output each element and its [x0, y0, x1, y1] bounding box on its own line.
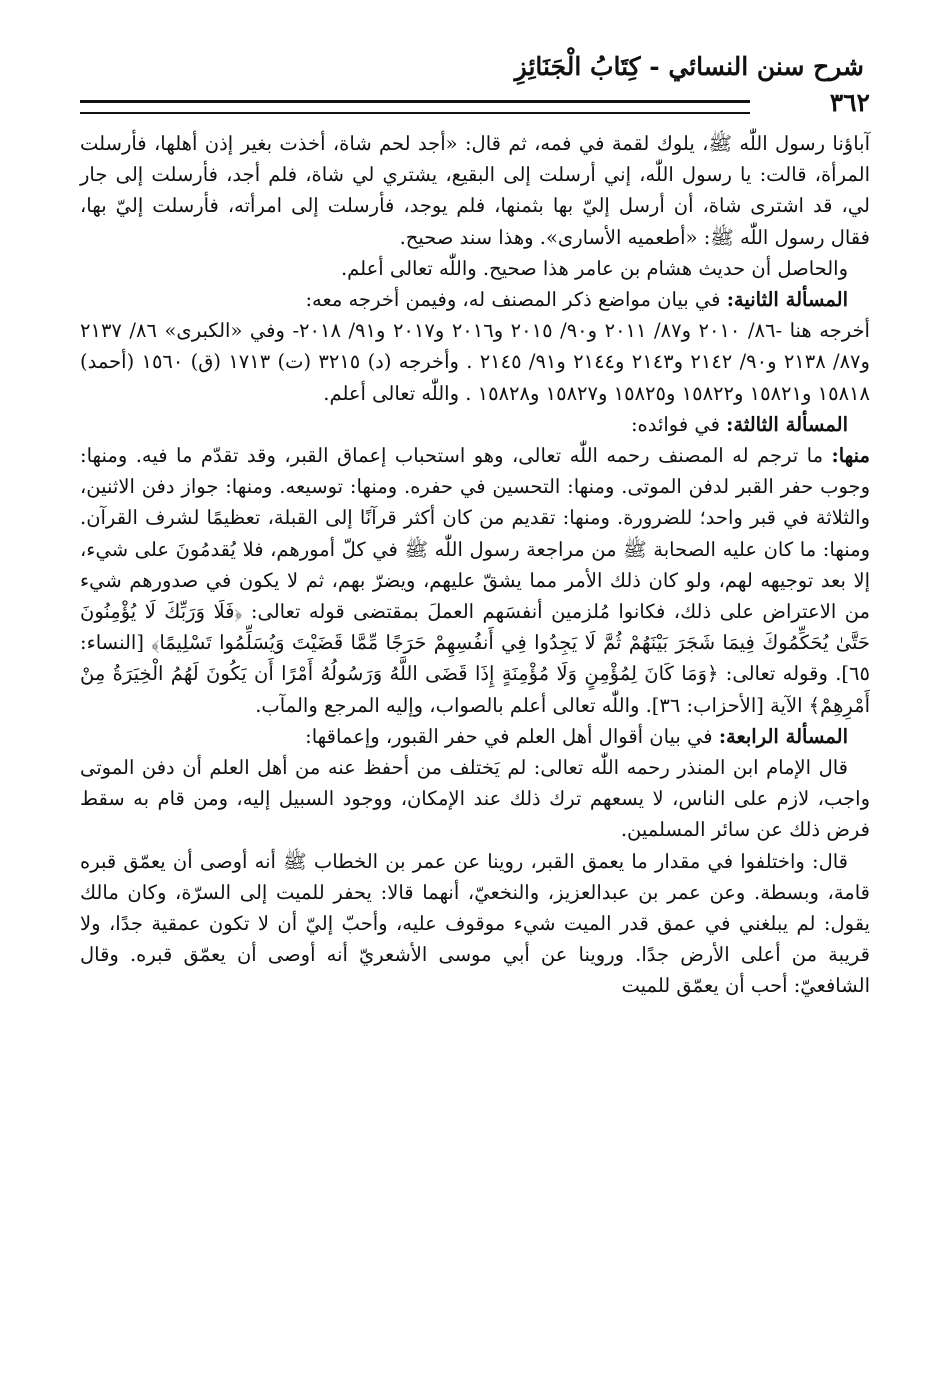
- section-text: في فوائده:: [630, 412, 727, 436]
- paragraph-conclusion: [80, 253, 870, 284]
- section-text: في بيان مواضع ذكر المصنف له، وفيمن أخرجه معه:: [305, 288, 727, 312]
- paragraph-text: آباؤنا رسول اللّٰه ﷺ، يلوك لقمة في فمه، ثم قال: «أجد لحم شاة، أخذت بغير إذن أهلها، فأرسلت المرأة، قالت: يا رسول اللّٰه، إني أرسلت إلى البقيع، يشتري لي شاة، فلم أجد، فأرسلت إلى جار لي، قد اشترى شاة، أن أرسل إليّ بها بثمنها، فلم يوجد، فأرسلت إلى امرأته، فأرسلت إليّ بها، فقال رسول اللّٰه ﷺ: «أطعميه الأسارى». وهذا سند صحيح.: [80, 132, 870, 249]
- page-header: [80, 48, 870, 92]
- paragraph-depth-opinions: [80, 846, 870, 1002]
- section-second-issue: [80, 284, 870, 315]
- paragraph-text: ما ترجم له المصنف رحمه اللّٰه تعالى، وهو استحباب إعماق القبر، وقد تقدّم ما فيه. ومنها: وجوب حفر القبر لدفن الموتى. ومنها: التحسين في حفره. ومنها: توسيعه. ومنها: جواز دفن الاثنين، والثلاثة في قبر واحد؛ للضرورة. ومنها: تقديم من كان أكثر قرآنًا إلى القبلة، تعظيمًا لشرف القرآن. ومنها: ما كان عليه الصحابة ﷺ من مراجعة رسول اللّٰه ﷺ في كلّ أمورهم، فلا يُقدمُونَ على شيء، إلا بعد توجيهه لهم، ولو كان ذلك الأمر مما يشقّ عليهم، ويضرّ بهم، ثم لا يكون في صدورهم شيء من الاعتراض على ذلك، فكانوا مُلزمين أنفسَهم العملَ بمقتضى قوله تعالى: ﴿فَلَا وَرَبِّكَ لَا يُؤْمِنُونَ حَتَّىٰ يُحَكِّمُوكَ فِيمَا شَجَرَ بَيْنَهُمْ ثُمَّ لَا يَجِدُوا فِي أَنفُسِهِمْ حَرَجًا مِّمَّا قَضَيْتَ وَيُسَلِّمُوا تَسْلِيمًا﴾ [النساء: ٦٥]. وقوله تعالى: ﴿وَمَا كَانَ لِمُؤْمِنٍ وَلَا مُؤْمِنَةٍ إِذَا قَضَى اللَّهُ وَرَسُولُهُ أَمْرًا أَن يَكُونَ لَهُمُ الْخِيَرَةُ مِنْ أَمْرِهِمْ﴾ الآية [الأحزاب: ٣٦]. واللّٰه تعالى أعلم بالصواب، وإليه المرجع والمآب.: [80, 444, 870, 717]
- paragraph-text: والحاصل أن حديث هشام بن عامر هذا صحيح. واللّٰه تعالى أعلم.: [340, 256, 848, 280]
- section-text: في بيان أقوال أهل العلم في حفر القبور، وإعماقها:: [305, 724, 719, 748]
- paragraph-text: قال الإمام ابن المنذر رحمه اللّٰه تعالى: لم يَختلف من أحفظ عنه من أهل العلم أن دفن الموتى واجب، لازم على الناس، لا يسعهم ترك ذلك عند الإمكان، ووجود السبيل إليه، ومن قام به سقط فرض ذلك عن سائر المسلمين.: [80, 756, 870, 842]
- section-heading: المسألة الثالثة:: [726, 412, 848, 436]
- running-title: شرح سنن النسائي - كِتَابُ الْجَنَائِزِ: [514, 52, 864, 81]
- paragraph-text: أخرجه هنا -٨٦/ ٢٠١٠ و٨٧/ ٢٠١١ و٩٠/ ٢٠١٥ و٢٠١٦ و٢٠١٧ و٩١/ ٢٠١٨- وفي «الكبرى» ٨٦/ ٢١٣٧ و٨٧/ ٢١٣٨ و٩٠/ ٢١٤٢ و٢١٤٣ و٢١٤٤ و٩١/ ٢١٤٥ . وأخرجه (د) ٣٢١٥ (ت) ١٧١٣ (ق) ١٥٦٠ (أحمد) ١٥٨١٨ و١٥٨٢١ و١٥٨٢٢ و١٥٨٢٥ و١٥٨٢٧ و١٥٨٢٨ . واللّٰه تعالى أعلم.: [80, 319, 870, 405]
- paragraph-text: قال: واختلفوا في مقدار ما يعمق القبر، روينا عن عمر بن الخطاب ﷺ أنه أوصى أن يعمّق قبره قامة، وبسطة. وعن عمر بن عبدالعزيز، والنخعيّ، أنهما قالا: يحفر للميت إلى السرّة، وكان مالك يقول: لم يبلغني في عمق قدر الميت شيء موقوف عليه، وأحبّ إليّ أن لا تكون عمقية جدًا، ولا قريبة من أعلى الأرض جدًا. وروينا عن أبي موسى الأشعريّ أنه أوصى أن يعمّق قبره. وقال الشافعيّ: أحب أن يعمّق للميت: [80, 849, 870, 998]
- section-heading: المسألة الثانية:: [726, 288, 848, 312]
- paragraph-ibn-mundhir: [80, 752, 870, 846]
- header-rule-top: [80, 100, 750, 103]
- benefits-heading: منها:: [831, 444, 870, 468]
- header-rule-area: [80, 88, 870, 124]
- section-fourth-issue: [80, 721, 870, 752]
- section-heading: المسألة الرابعة:: [718, 724, 848, 748]
- section-third-issue: [80, 409, 870, 440]
- paragraph-references: [80, 315, 870, 409]
- paragraph-benefits: [80, 440, 870, 721]
- header-rule-bottom: [80, 112, 750, 114]
- page-number: ٣٦٢: [822, 88, 870, 117]
- paragraph-hadith-continuation: [80, 128, 870, 253]
- page-body: [80, 128, 870, 1002]
- book-page: [80, 48, 870, 1002]
